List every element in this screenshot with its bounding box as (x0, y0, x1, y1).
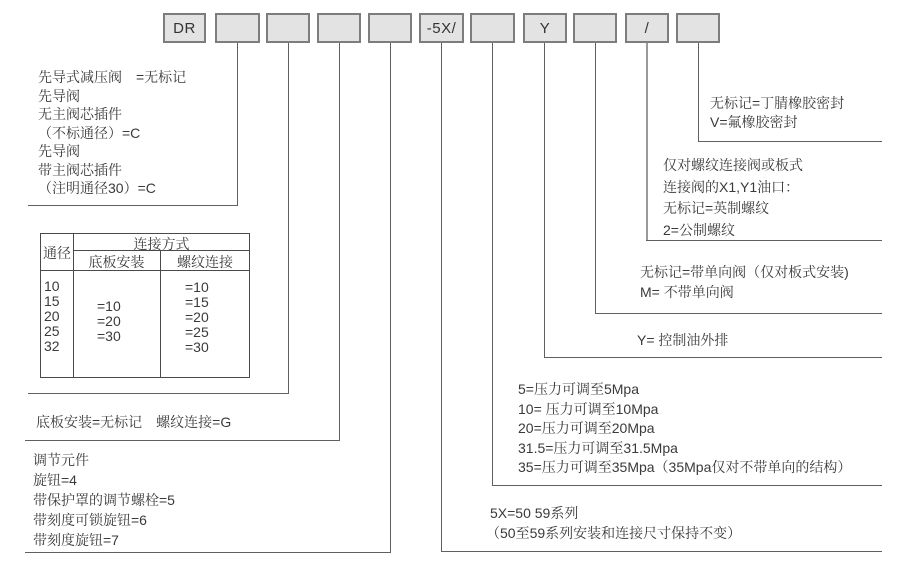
legend-line: 5X=50 59系列 (490, 505, 579, 521)
code-box-prefix: DR (163, 13, 206, 43)
legend-line: 20=压力可调至20Mpa (518, 420, 655, 436)
legend-line: 旋钮=4 (33, 472, 77, 488)
legend-line: M= 不带单向阀 (640, 284, 734, 300)
table-cell: =20 (185, 309, 209, 325)
legend-line: 无标记=丁腈橡胶密封 (710, 95, 845, 111)
legend-line: 先导式减压阀 =无标记 (38, 69, 187, 85)
legend-line: 先导阀 (38, 87, 80, 104)
legend-line: （50至59系列安装和连接尺寸保持不变） (486, 525, 742, 541)
connector-pressure-v (492, 43, 493, 485)
legend-line: 带主阀芯插件 (38, 161, 122, 178)
mounting-legend: 底板安装=无标记 螺纹连接=G (36, 414, 232, 430)
legend-line: 先导阀 (38, 143, 80, 159)
connector-drain-h (544, 357, 882, 358)
code-box-adjustment (368, 13, 412, 43)
drain-legend: Y= 控制油外排 (637, 332, 729, 348)
code-box-check-valve (573, 13, 617, 43)
table-cell: =20 (97, 313, 121, 329)
connector-port-thread-v (646, 43, 648, 240)
connector-size-h (28, 393, 289, 394)
connector-drain-v (544, 43, 545, 357)
connector-connection-v (339, 43, 340, 440)
code-box-series: -5X/ (419, 13, 464, 43)
check-valve-legend (640, 262, 849, 302)
legend-line: 调节元件 (33, 452, 89, 468)
code-box-drain: Y (523, 13, 567, 43)
legend-line: V=氟橡胶密封 (710, 114, 798, 130)
series-legend (486, 503, 742, 543)
connector-seal-v (698, 43, 699, 141)
table-cell: =10 (185, 279, 209, 295)
code-box-valve-type (215, 13, 260, 43)
legend-line: 仅对螺纹连接阀或板式 (663, 157, 803, 173)
connector-seal-h (698, 141, 882, 142)
legend-line: 带刻度旋钮=7 (33, 532, 119, 548)
legend-line: 无标记=英制螺纹 (663, 200, 770, 216)
legend-line: 带刻度可锁旋钮=6 (33, 512, 147, 528)
size-table-header-diameter: 通径 (43, 245, 71, 261)
connector-size-v (288, 43, 289, 393)
table-cell: 10 (44, 278, 60, 294)
adjustment-legend (33, 450, 175, 550)
legend-line: 35=压力可调至35Mpa（35Mpa仅对不带单向的结构） (518, 459, 852, 475)
connector-check-valve-v (595, 43, 596, 313)
legend-line: 5=压力可调至5Mpa (518, 381, 639, 397)
size-table-header-subplate: 底板安装 (88, 254, 145, 270)
table-cell: =30 (97, 328, 121, 344)
pilot-valve-legend (38, 68, 186, 198)
size-table-header-connection: 连接方式 (133, 236, 190, 252)
legend-line: 连接阀的X1,Y1油口： (663, 178, 800, 195)
code-box-separator: / (625, 13, 669, 43)
connector-adjustment-h (25, 552, 391, 553)
size-table-threaded-column (185, 280, 209, 355)
code-box-pressure (470, 13, 515, 43)
seal-legend (710, 94, 844, 132)
code-box-seal (676, 13, 720, 43)
connector-series-v (441, 43, 442, 551)
table-cell: 15 (44, 293, 60, 309)
size-table-subplate-column (97, 299, 121, 344)
connector-series-h (441, 551, 882, 552)
legend-line: 无主阀芯插件 (38, 106, 122, 122)
legend-line: 2=公制螺纹 (663, 221, 735, 238)
legend-line: 无标记=带单向阀（仅对板式安装) (640, 264, 849, 280)
connector-valve-type-v (237, 43, 238, 205)
port-thread-legend (663, 155, 803, 241)
connector-pressure-h (492, 485, 882, 486)
connector-valve-type-h (28, 205, 238, 206)
legend-line: （不标通径）=C (38, 124, 141, 141)
table-cell: 32 (44, 338, 60, 354)
legend-line: （注明通径30）=C (38, 180, 156, 196)
code-box-connection (317, 13, 361, 43)
legend-line: 10= 压力可调至10Mpa (518, 400, 659, 417)
size-table-header-threaded: 螺纹连接 (177, 254, 233, 270)
table-cell: 20 (44, 308, 60, 324)
connector-adjustment-v (390, 43, 391, 552)
table-cell: =25 (185, 324, 209, 340)
table-cell: 25 (44, 323, 60, 339)
connector-connection-h (25, 440, 340, 441)
legend-line: 带保护罩的调节螺栓=5 (33, 492, 175, 508)
legend-line: 31.5=压力可调至31.5Mpa (518, 439, 678, 456)
code-box-size (266, 13, 310, 43)
pressure-legend (518, 380, 851, 478)
connector-check-valve-h (595, 313, 882, 314)
table-cell: =15 (185, 294, 209, 310)
table-cell: =10 (97, 298, 121, 314)
table-cell: =30 (185, 339, 209, 355)
size-table-diameter-column (44, 279, 60, 354)
